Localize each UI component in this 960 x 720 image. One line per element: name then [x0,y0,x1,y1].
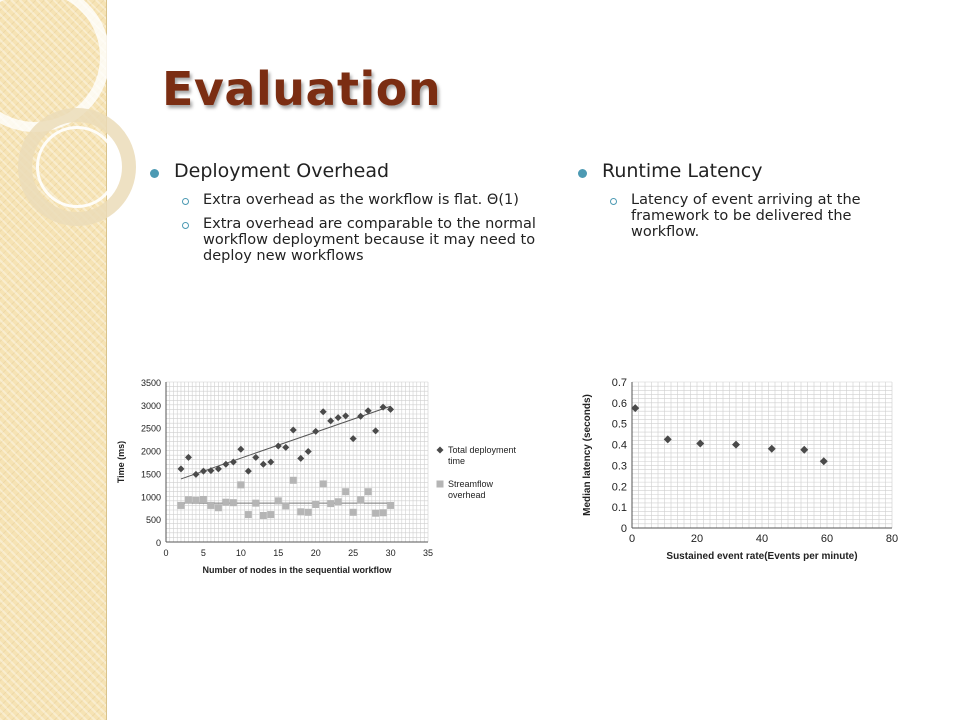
y-axis-label: Time (ms) [116,440,126,484]
data-point-square [327,500,334,507]
data-point-square [342,488,349,495]
data-point-square [275,497,282,504]
y-tick-label: 0.5 [611,418,627,431]
x-tick-label: 35 [422,548,434,558]
legend-marker-diamond [437,447,444,454]
sub-bullet-text: Extra overhead are comparable to the normal workflow deployment because it may need to deploy new workflows [203,216,536,264]
data-point-square [207,502,214,509]
sub-bullet-text: Latency of event arriving at the framework to be delivered the workflow. [631,192,861,240]
y-tick-label: 0 [620,523,627,535]
data-point-square [357,496,364,503]
sub-bullet-circle-icon [610,198,617,205]
data-point-square [372,510,379,517]
x-tick-label: 60 [820,533,834,545]
legend-label [448,479,494,500]
data-point-diamond [696,440,704,448]
data-point-square [177,502,184,509]
data-point-diamond [335,414,342,421]
x-axis-label: Number of nodes in the sequential workflow [202,565,392,575]
deployment-time-chart [112,368,542,593]
y-axis-label: Median latency (seconds) [582,394,593,516]
slide-title: Evaluation [162,62,442,116]
x-tick-label: 5 [200,548,206,558]
x-tick-label: 20 [310,548,321,558]
x-tick-label: 25 [348,548,359,558]
data-point-diamond [820,457,828,465]
data-point-diamond [177,465,184,472]
bullet-deployment-overhead [150,160,550,182]
data-point-square [185,496,192,503]
bullet-heading: Deployment Overhead [174,160,390,182]
x-tick-label: 20 [690,533,704,545]
left-column [150,160,550,272]
y-tick-label: 3000 [140,400,161,411]
sub-bullet [610,192,908,240]
data-point-square [215,504,222,511]
sub-bullet [182,216,550,264]
x-tick-label: 80 [885,533,899,545]
data-point-square [260,512,267,519]
bullet-runtime-latency [578,160,908,182]
data-point-square [335,498,342,505]
data-point-diamond [312,428,319,435]
y-tick-label: 3500 [140,378,161,388]
sub-bullet-list [578,192,908,240]
data-point-square [252,500,259,507]
data-point-square [245,511,252,518]
data-point-diamond [800,446,808,454]
sub-bullet-circle-icon [182,198,189,205]
y-tick-label: 1500 [140,469,161,480]
data-point-diamond [282,444,289,451]
data-point-diamond [372,427,379,434]
data-point-square [267,511,274,518]
data-point-square [312,501,319,508]
data-point-diamond [305,448,312,455]
data-point-square [222,499,229,506]
bullet-dot-icon [150,169,159,178]
legend-label-line: time [448,456,466,466]
data-point-square [387,502,394,509]
legend-label [448,445,517,466]
data-point-diamond [260,461,267,468]
legend-label-line: Total deployment [448,445,517,455]
y-tick-label: 0.7 [611,377,627,389]
data-point-square [230,499,237,506]
data-point-square [297,508,304,515]
y-tick-label: 0.6 [611,397,627,410]
sub-bullet-circle-icon [182,222,189,229]
data-point-square [305,509,312,516]
y-tick-label: 2500 [140,423,161,434]
x-tick-label: 40 [755,533,769,545]
y-tick-label: 0.1 [611,502,627,515]
bullet-dot-icon [578,169,587,178]
y-tick-label: 0 [155,538,161,548]
data-point-diamond [664,435,672,443]
legend-marker-square [437,481,444,488]
data-point-diamond [275,443,282,450]
data-point-square [350,509,357,516]
data-point-square [192,497,199,504]
data-point-diamond [732,441,740,449]
legend-label-line: overhead [448,490,486,500]
x-tick-label: 30 [385,548,396,558]
x-tick-label: 15 [273,548,284,558]
x-tick-label: 10 [235,548,246,558]
sub-bullet [182,192,550,208]
y-tick-label: 500 [145,515,161,526]
data-point-diamond [192,471,199,478]
decorative-ring [36,126,118,208]
y-tick-label: 0.4 [611,439,627,452]
x-tick-label: 0 [628,533,636,545]
x-axis-label: Sustained event rate(Events per minute) [666,551,858,562]
y-tick-label: 2000 [140,446,161,457]
data-point-square [365,488,372,495]
right-column [578,160,908,248]
x-tick-label: 0 [163,548,169,558]
y-tick-label: 0.2 [611,481,627,494]
bullet-heading: Runtime Latency [602,160,763,182]
data-point-diamond [768,445,776,453]
data-point-square [282,502,289,509]
y-tick-label: 0.3 [611,460,627,473]
data-point-square [237,481,244,488]
data-point-square [290,477,297,484]
y-tick-label: 1000 [140,492,161,503]
decorative-sidebar [0,0,107,720]
sub-bullet-list [150,192,550,264]
data-point-diamond [297,455,304,462]
data-point-diamond [237,446,244,453]
latency-chart [576,372,899,582]
data-point-square [380,509,387,516]
data-point-square [200,496,207,503]
data-point-square [320,480,327,487]
legend-label-line: Streamflow [448,479,494,489]
data-point-diamond [222,461,229,468]
sub-bullet-text: Extra overhead as the workflow is flat. Θ(1) [203,192,519,208]
